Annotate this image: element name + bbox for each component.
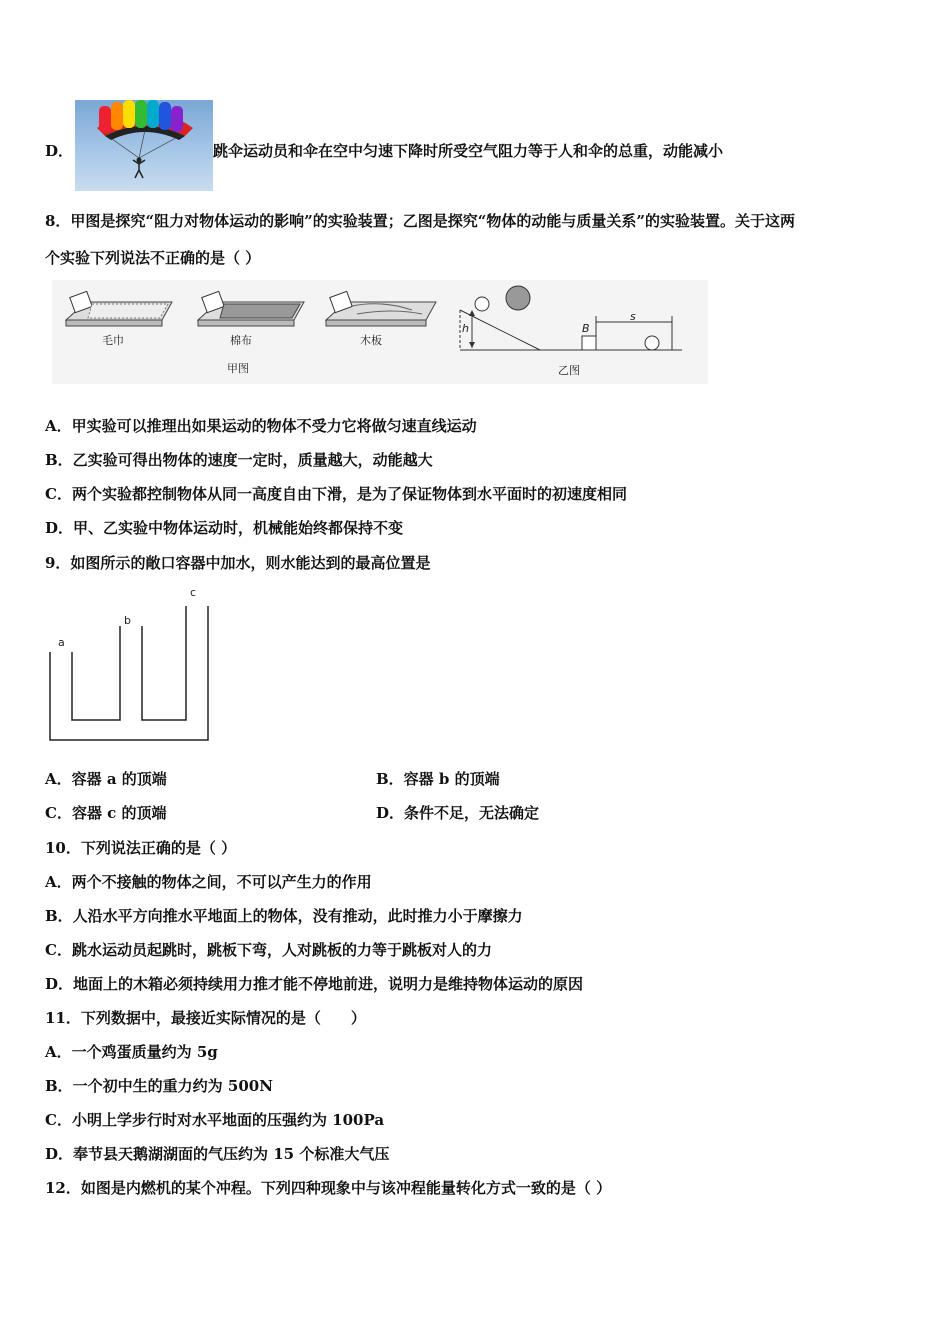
q11-option-c: C．小明上学步行时对水平地面的压强约为 100Pa <box>45 1111 385 1129</box>
caption-jia: 甲图 <box>227 362 249 375</box>
q8-option-d: D．甲、乙实验中物体运动时，机械能始终都保持不变 <box>45 519 404 537</box>
q10-option-c: C．跳水运动员起跳时，跳板下弯，人对跳板的力等于跳板对人的力 <box>45 941 492 959</box>
q9-container-figure <box>40 582 220 747</box>
ramp-towel <box>66 291 172 326</box>
q10-stem: 10．下列说法正确的是（ ） <box>45 839 237 857</box>
label-wood: 木板 <box>360 334 382 347</box>
q10-option-d: D．地面上的木箱必须持续用力推才能不停地前进，说明力是维持物体运动的原因 <box>45 975 584 993</box>
q9-option-b: B．容器 b 的顶端 <box>376 770 500 788</box>
label-a: a <box>58 636 65 649</box>
label-b: b <box>124 614 131 627</box>
q7-option-d-label: D． <box>45 142 74 160</box>
q8-option-b: B．乙实验可得出物体的速度一定时，质量越大，动能越大 <box>45 451 433 469</box>
q9-option-d: D．条件不足，无法确定 <box>376 804 540 822</box>
q7-option-d <box>45 100 905 191</box>
incline-setup <box>460 286 682 350</box>
label-c: c <box>190 586 197 599</box>
q8-stem-line2: 个实验下列说法不正确的是（ ） <box>45 249 261 267</box>
caption-yi: 乙图 <box>558 364 580 377</box>
parachute-icon <box>75 100 213 191</box>
label-B: B <box>582 322 590 335</box>
q8-option-c: C．两个实验都控制物体从同一高度自由下滑，是为了保证物体到水平面时的初速度相同 <box>45 485 627 503</box>
q9-stem: 9．如图所示的敞口容器中加水，则水能达到的最高位置是 <box>45 554 431 572</box>
ramp-wood <box>326 291 436 326</box>
label-cotton: 棉布 <box>230 334 252 347</box>
q9-option-c: C．容器 c 的顶端 <box>45 804 167 822</box>
q8-figure <box>52 280 708 384</box>
label-s: s <box>630 310 636 323</box>
q12-stem: 12．如图是内燃机的某个冲程。下列四种现象中与该冲程能量转化方式一致的是（ ） <box>45 1179 612 1197</box>
q7-option-d-text: 跳伞运动员和伞在空中匀速下降时所受空气阻力等于人和伞的总重，动能减小 <box>213 142 724 160</box>
q11-option-a: A．一个鸡蛋质量约为 5g <box>45 1043 218 1061</box>
q10-option-b: B．人沿水平方向推水平地面上的物体，没有推动，此时推力小于摩擦力 <box>45 907 523 925</box>
q11-option-d: D．奉节县天鹅湖湖面的气压约为 15 个标准大气压 <box>45 1145 390 1163</box>
ramp-cotton <box>198 291 304 326</box>
label-towel: 毛巾 <box>102 334 124 347</box>
label-h: h <box>462 322 469 335</box>
q10-option-a: A．两个不接触的物体之间，不可以产生力的作用 <box>45 873 372 891</box>
q11-option-b: B．一个初中生的重力约为 500N <box>45 1077 273 1095</box>
q8-stem-line1: 8．甲图是探究“阻力对物体运动的影响”的实验装置；乙图是探究“物体的动能与质量关系”的实验装置。关于这两 <box>45 212 795 230</box>
q8-option-a: A．甲实验可以推理出如果运动的物体不受力它将做匀速直线运动 <box>45 417 477 435</box>
q11-stem: 11．下列数据中，最接近实际情况的是（ ） <box>45 1009 366 1027</box>
q9-option-a: A．容器 a 的顶端 <box>45 770 167 788</box>
parachutist-photo <box>75 100 213 191</box>
